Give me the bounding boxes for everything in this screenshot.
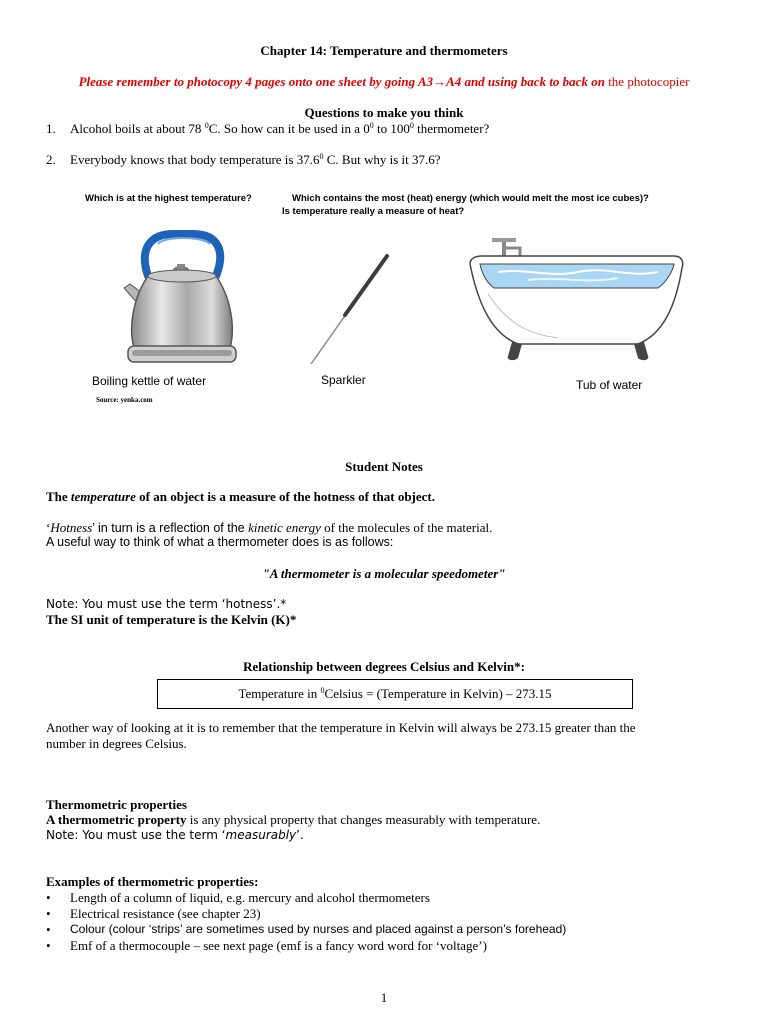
- figure-question-heat: Is temperature really a measure of heat?: [282, 206, 465, 217]
- si-unit-statement: The SI unit of temperature is the Kelvin (K)*: [46, 612, 297, 627]
- thermometric-heading: Thermometric properties: [46, 797, 187, 812]
- temperature-definition: The temperature of an object is a measure of the hotness of that object.: [46, 489, 436, 504]
- document-page: Chapter 14: Temperature and thermometers Please remember to photocopy 4 pages onto one sheet by going A3→A4 and using back to back on the photocopier Questions to make you think 1. Alcohol boils at about 78 $^0$C. So how can it be used in a $0^0$ to $100^0$ thermometer? 2. Everybody knows that body temperature is 37.6$^0$ C. But why is it 37.6? Which is at the highest temperature? Which contains the most (heat) energy (which would melt the most ice cubes)? Is temperature really a measure of heat? Boiling kettle of water Source: yenka.com Sparkler Tub of water Student Notes The temperature of an object is a measure of the hotness of that object. ‘Hotness’ in turn is a reflection of the kinetic energy of the molecules of the material. A useful way to think of what a thermometer does is as follows: "A thermometer is a molecular speedometer" Note: You must use the term ‘hotness’.* The SI unit of temperature is the Kelvin (K)* Relationship between degrees Celsius and Kelvin*: Temperature in $^0$Celsius = (Temperature in Kelvin) – 273.15 Another way of looking at it is to remember that the temperature in Kelvin will always be 273.15 greater than the number in degrees Celsius. Thermometric properties A thermometric property is any physical property that changes measurably with temperature. Note: You must use the term ‘measurably’. Examples of thermometric properties: • Length of a column of liquid, e.g. mercury and alcohol thermometers • Electrical resistance (see chapter 23) • Colour (colour ‘strips’ are sometimes used by nurses and placed against a person’s forehead) • Emf of a thermocouple – see next page (emf is a fancy word word for ‘voltage’) 1: [0, 0, 768, 1024]
- measurably-note: Note: You must use the term ‘measurably’.: [46, 828, 304, 842]
- kettle-illustration: [118, 226, 248, 371]
- student-notes-heading: Student Notes: [345, 459, 423, 474]
- page-title: Chapter 14: Temperature and thermometers: [260, 43, 508, 58]
- speedometer-quote: "A thermometer is a molecular speedometer": [262, 566, 506, 581]
- kettle-label: Boiling kettle of water: [92, 374, 207, 388]
- relationship-heading: Relationship between degrees Celsius and Kelvin*:: [243, 659, 525, 674]
- bullet-icon: •: [46, 922, 51, 937]
- figure-question-highest: Which is at the highest temperature?: [85, 193, 252, 204]
- questions-heading: Questions to make you think: [304, 105, 464, 120]
- bullet-icon: •: [46, 890, 51, 905]
- kelvin-explanation-line-1: Another way of looking at it is to remember that the temperature in Kelvin will always be 273.15 greater than the: [46, 720, 636, 735]
- tub-label: Tub of water: [576, 378, 643, 392]
- figure-source: Source: yenka.com: [96, 396, 153, 404]
- bullet-icon: •: [46, 938, 51, 953]
- question-2-number: 2.: [46, 152, 56, 167]
- bullet-icon: •: [46, 906, 51, 921]
- celsius-kelvin-formula-box: Temperature in $^0$Celsius = (Temperature in Kelvin) – 273.15: [157, 679, 633, 709]
- thermometric-definition: A thermometric property is any physical property that changes measurably with temperature.: [46, 812, 541, 827]
- photocopy-instruction: Please remember to photocopy 4 pages onto one sheet by going A3→A4 and using back to back on the photocopier: [78, 74, 690, 89]
- question-1-number: 1.: [46, 121, 56, 136]
- question-1: Alcohol boils at about 78 $^0$C. So how can it be used in a $0^0$ to $100^0$ thermometer?: [70, 121, 490, 136]
- page-number: 1: [380, 990, 388, 1005]
- hotness-sentence: ‘Hotness’ in turn is a reflection of the kinetic energy of the molecules of the material.: [46, 520, 493, 535]
- examples-heading: Examples of thermometric properties:: [46, 874, 259, 889]
- useful-way-sentence: A useful way to think of what a thermometer does is as follows:: [46, 535, 394, 549]
- figure-question-energy: Which contains the most (heat) energy (which would melt the most ice cubes)?: [292, 193, 649, 204]
- sparkler-illustration: [305, 250, 395, 370]
- bathtub-illustration: [468, 234, 688, 364]
- kelvin-explanation-line-2: number in degrees Celsius.: [46, 736, 187, 751]
- question-2: Everybody knows that body temperature is 37.6$^0$ C. But why is it 37.6?: [70, 152, 441, 167]
- sparkler-label: Sparkler: [321, 373, 366, 387]
- hotness-note: Note: You must use the term ‘hotness’.*: [46, 597, 287, 611]
